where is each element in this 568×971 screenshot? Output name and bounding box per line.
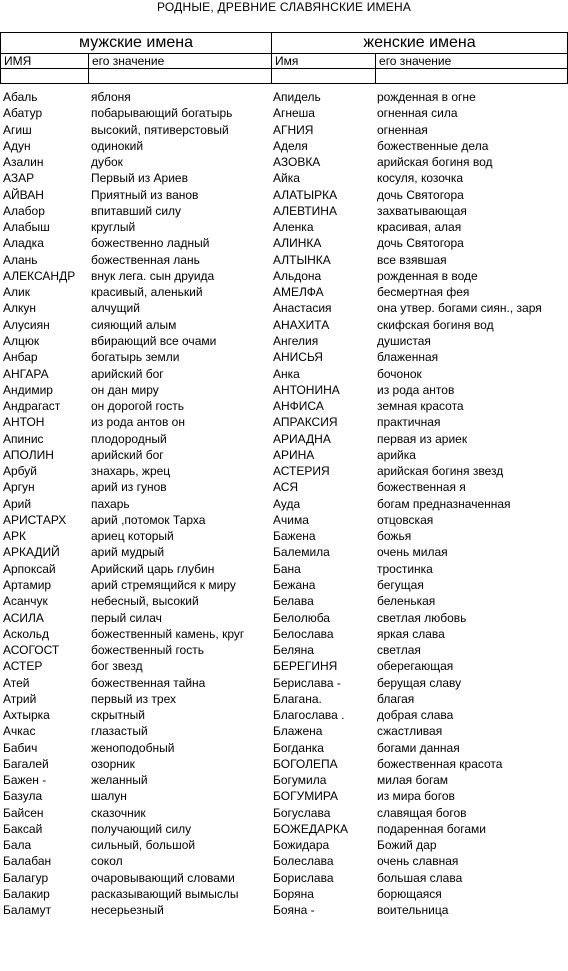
male-meaning: получающий силу	[91, 821, 192, 836]
female-meaning: берущая славу	[377, 675, 462, 690]
male-meaning: скрытный	[91, 708, 145, 723]
male-meaning: пахарь	[91, 496, 130, 511]
female-name: Бана	[273, 561, 301, 576]
female-name: БЕРЕГИНЯ	[273, 659, 338, 674]
male-name-column-header: ИМЯ	[1, 54, 89, 69]
male-name: Андимир	[3, 382, 53, 397]
female-meaning: бегущая	[377, 577, 424, 592]
male-meaning: плодородный	[91, 431, 167, 446]
male-meaning: сокол	[91, 854, 123, 869]
male-name: Балабан	[3, 854, 52, 869]
female-meaning: огненная сила	[377, 106, 458, 121]
name-row	[0, 528, 568, 544]
name-row	[0, 349, 568, 365]
female-meaning: скифская богиня вод	[377, 317, 494, 332]
name-row	[0, 593, 568, 609]
male-meaning: из рода антов он	[91, 415, 185, 430]
female-name: Богданка	[273, 740, 324, 755]
female-name: Болеслава	[273, 854, 334, 869]
male-meaning: божественная лань	[91, 252, 200, 267]
name-row	[0, 138, 568, 154]
female-name: Белолюба	[273, 610, 330, 625]
female-name: Апидель	[273, 90, 321, 104]
male-meaning: впитавший силу	[91, 203, 182, 218]
name-row	[0, 740, 568, 756]
female-name: АНИСЬЯ	[273, 350, 323, 365]
male-name: Артамир	[3, 577, 52, 592]
male-meaning: бог звезд	[91, 659, 143, 674]
name-row	[0, 626, 568, 642]
male-meaning: он дорогой гость	[91, 399, 185, 414]
female-name: АРИНА	[273, 447, 315, 462]
name-row	[0, 122, 568, 138]
male-name: АРКАДИЙ	[3, 545, 60, 560]
male-name: Багалей	[3, 756, 49, 771]
male-meaning-column-header: его значение	[89, 54, 272, 69]
male-meaning: красивый, аленький	[91, 285, 203, 300]
female-name: АНАХИТА	[273, 317, 330, 332]
male-meaning: шалун	[91, 789, 127, 804]
female-meaning: практичная	[377, 415, 441, 430]
name-row	[0, 756, 568, 772]
female-meaning: оберегающая	[377, 659, 454, 674]
male-meaning: небесный, высокий	[91, 594, 199, 609]
name-row	[0, 300, 568, 316]
male-name: Алкун	[3, 301, 37, 316]
male-name: Алабор	[3, 203, 45, 218]
female-name: Альдона	[273, 268, 322, 283]
female-name: Ачима	[273, 512, 309, 527]
male-names-heading: мужские имена	[1, 33, 272, 54]
names-header-table	[0, 32, 568, 84]
male-meaning: арий из гунов	[91, 480, 167, 495]
male-name: АСИЛА	[3, 610, 44, 625]
name-row	[0, 821, 568, 837]
female-name: Бояна -	[273, 903, 315, 918]
male-meaning: сильный, большой	[91, 838, 196, 853]
male-name: АРИСТАРХ	[3, 512, 67, 527]
name-row	[0, 219, 568, 235]
female-meaning: арийская богиня звезд	[377, 464, 504, 479]
female-meaning: божественные дела	[377, 138, 489, 153]
name-row	[0, 284, 568, 300]
male-meaning: женоподобный	[91, 740, 175, 755]
name-row	[0, 707, 568, 723]
name-row	[0, 398, 568, 414]
name-row	[0, 805, 568, 821]
female-name: АНФИСА	[273, 399, 324, 414]
female-name: Боряна	[273, 887, 314, 902]
name-row	[0, 837, 568, 853]
male-meaning: арий мудрый	[91, 545, 165, 560]
female-meaning: божественная красота	[377, 756, 503, 771]
female-name: Анка	[273, 366, 300, 381]
male-name: Ахтырка	[3, 708, 50, 723]
male-name: Аладка	[3, 236, 44, 251]
male-name: АЛЕКСАНДР	[3, 268, 76, 283]
male-name: Баксай	[3, 821, 43, 836]
female-name: Борислава	[273, 870, 334, 885]
male-name: Ачкас	[3, 724, 36, 739]
female-name: АЛТЫНКА	[273, 252, 331, 267]
female-name: АПРАКСИЯ	[273, 415, 338, 430]
male-meaning: арийский бог	[91, 447, 164, 462]
empty-cell	[272, 69, 376, 84]
male-name: Алабыш	[3, 220, 50, 235]
female-name: Агнеша	[273, 106, 315, 121]
name-row	[0, 723, 568, 739]
name-row	[0, 252, 568, 268]
female-name: Аделя	[273, 138, 308, 153]
female-name: Ауда	[273, 496, 301, 511]
male-meaning: божественная тайна	[91, 675, 206, 690]
female-meaning: бочонок	[377, 366, 422, 381]
male-meaning: Первый из Ариев	[91, 171, 188, 186]
male-name: Бажен -	[3, 773, 47, 788]
male-meaning: божественный гость	[91, 643, 204, 658]
female-meaning-column-header: его значение	[376, 54, 568, 69]
name-row	[0, 235, 568, 251]
female-meaning: богам предназначенная	[377, 496, 511, 511]
male-name: Алусиян	[3, 317, 50, 332]
female-meaning: сжастливая	[377, 724, 443, 739]
name-row	[0, 431, 568, 447]
female-meaning: арийская богиня вод	[377, 155, 493, 170]
male-meaning: одинокий	[91, 138, 144, 153]
female-name: АЗОВКА	[273, 155, 321, 170]
name-row	[0, 691, 568, 707]
name-row	[0, 463, 568, 479]
female-name: Бежана	[273, 577, 316, 592]
female-meaning: богами данная	[377, 740, 460, 755]
name-row	[0, 447, 568, 463]
female-meaning: дочь Святогора	[377, 187, 464, 202]
male-name: Асанчук	[3, 594, 48, 609]
female-meaning: славящая богов	[377, 805, 467, 820]
male-meaning: высокий, пятиверстовый	[91, 122, 229, 137]
female-name: АМЕЛФА	[273, 285, 324, 300]
male-meaning: арий ,потомок Тарха	[91, 512, 206, 527]
male-name: Апинис	[3, 431, 44, 446]
female-meaning: Божий дар	[377, 838, 437, 853]
female-name: Анастасия	[273, 301, 332, 316]
male-meaning: очаровывающий словами	[91, 870, 235, 885]
male-name: АСТЕР	[3, 659, 43, 674]
male-meaning: внук лега. сын друида	[91, 268, 215, 283]
female-meaning: захватывающая	[377, 203, 467, 218]
female-name: Блажена	[273, 724, 323, 739]
female-meaning: бесмертная фея	[377, 285, 470, 300]
male-name: Алцюк	[3, 333, 40, 348]
empty-cell	[376, 69, 568, 84]
male-name: Абатур	[3, 106, 43, 121]
male-name: Атрий	[3, 691, 37, 706]
female-name: АЛАТЫРКА	[273, 187, 338, 202]
male-meaning: он дан миру	[91, 382, 159, 397]
male-meaning: желанный	[91, 773, 148, 788]
male-meaning: круглый	[91, 220, 136, 235]
female-meaning: милая богам	[377, 773, 449, 788]
male-name: Азалин	[3, 155, 44, 170]
female-name: АЛИНКА	[273, 236, 322, 251]
name-row	[0, 479, 568, 495]
male-meaning: богатырь земли	[91, 350, 180, 365]
male-name: Арбуй	[3, 464, 37, 479]
female-name: АНТОНИНА	[273, 382, 340, 397]
male-name: АПОЛИН	[3, 447, 54, 462]
male-name: Анбар	[3, 350, 38, 365]
name-row	[0, 658, 568, 674]
name-row	[0, 544, 568, 560]
name-row	[0, 886, 568, 902]
name-row	[0, 788, 568, 804]
female-name: Айка	[273, 171, 300, 186]
female-name: Благослава .	[273, 708, 345, 723]
name-row	[0, 414, 568, 430]
female-meaning: из мира богов	[377, 789, 455, 804]
name-row	[0, 870, 568, 886]
male-name: Арий	[3, 496, 32, 511]
name-row	[0, 496, 568, 512]
page-title: РОДНЫЕ, ДРЕВНИЕ СЛАВЯНСКИЕ ИМЕНА	[156, 0, 412, 14]
female-name: Белослава	[273, 626, 334, 641]
female-name: АСЯ	[273, 480, 299, 495]
female-meaning: дочь Святогора	[377, 236, 464, 251]
female-meaning: красивая, алая	[377, 220, 462, 235]
female-meaning: рожденная в воде	[377, 268, 478, 283]
female-meaning: большая слава	[377, 870, 463, 885]
name-row	[0, 382, 568, 398]
female-meaning: светлая	[377, 643, 421, 658]
male-name: Алик	[3, 285, 30, 300]
male-name: АСОГОСТ	[3, 643, 60, 658]
name-row	[0, 333, 568, 349]
name-row	[0, 610, 568, 626]
male-meaning: дубок	[91, 155, 123, 170]
name-row	[0, 902, 568, 918]
female-name: Богумила	[273, 773, 327, 788]
male-name: Арпоксай	[3, 561, 56, 576]
male-meaning: ариец который	[91, 529, 174, 544]
male-name: Баламут	[3, 903, 52, 918]
name-row	[0, 561, 568, 577]
female-meaning: блаженная	[377, 350, 439, 365]
female-name: Ангелия	[273, 333, 319, 348]
male-meaning: Арийский царь глубин	[91, 561, 215, 576]
name-row	[0, 512, 568, 528]
male-meaning: божественный камень, круг	[91, 626, 245, 641]
male-name: Аргун	[3, 480, 35, 495]
female-meaning: рожденная в огне	[377, 90, 476, 104]
female-meaning: очень славная	[377, 854, 459, 869]
female-meaning: подаренная богами	[377, 821, 486, 836]
male-meaning: арийский бог	[91, 366, 164, 381]
name-row	[0, 853, 568, 869]
male-name: Аскольд	[3, 626, 50, 641]
male-meaning: глазастый	[91, 724, 148, 739]
female-meaning: светлая любовь	[377, 610, 467, 625]
female-name: БОГУМИРА	[273, 789, 339, 804]
female-meaning: божественная я	[377, 480, 466, 495]
female-name-column-header: Имя	[272, 54, 376, 69]
female-meaning: тростинка	[377, 561, 433, 576]
male-name: Абаль	[3, 90, 38, 104]
male-name: Адун	[3, 138, 31, 153]
female-name: АЛЕВТИНА	[273, 203, 337, 218]
female-meaning: очень милая	[377, 545, 448, 560]
female-name: АРИАДНА	[273, 431, 331, 446]
female-name: БОГОЛЕПА	[273, 756, 338, 771]
female-meaning: борющаяся	[377, 887, 442, 902]
female-name: АСТЕРИЯ	[273, 464, 330, 479]
name-row	[0, 268, 568, 284]
male-meaning: побарывающий богатырь	[91, 106, 233, 121]
male-meaning: божественно ладный	[91, 236, 210, 251]
male-name: АНТОН	[3, 415, 45, 430]
name-row	[0, 675, 568, 691]
female-name: Бажена	[273, 529, 316, 544]
name-row	[0, 89, 568, 105]
male-meaning: озорник	[91, 756, 135, 771]
male-name: Балакир	[3, 887, 50, 902]
male-name: Алань	[3, 252, 38, 267]
male-meaning: вбирающий все очами	[91, 333, 217, 348]
empty-cell	[1, 69, 89, 84]
name-row	[0, 170, 568, 186]
name-row	[0, 203, 568, 219]
female-name: Благана.	[273, 691, 322, 706]
name-row	[0, 154, 568, 170]
female-name: Балемила	[273, 545, 330, 560]
name-row	[0, 772, 568, 788]
female-name: Божидара	[273, 838, 330, 853]
female-meaning: она утвер. богами сиян., заря	[377, 301, 542, 316]
female-name: Богуслава	[273, 805, 331, 820]
male-name: АЗАР	[3, 171, 35, 186]
name-row	[0, 317, 568, 333]
male-name: Балагур	[3, 870, 49, 885]
empty-cell	[89, 69, 272, 84]
female-name: БОЖЕДАРКА	[273, 821, 349, 836]
male-meaning: несерьезный	[91, 903, 164, 918]
female-meaning: воительница	[377, 903, 449, 918]
name-row	[0, 105, 568, 121]
female-meaning: беленькая	[377, 594, 436, 609]
male-name: Агиш	[3, 122, 32, 137]
female-name: Аленка	[273, 220, 314, 235]
female-meaning: добрая слава	[377, 708, 454, 723]
male-meaning: арий стремящийся к миру	[91, 577, 236, 592]
male-name: Бала	[3, 838, 32, 853]
male-meaning: яблоня	[91, 90, 131, 104]
male-meaning: Приятный из ванов	[91, 187, 199, 202]
male-name: Базула	[3, 789, 43, 804]
male-name: АРК	[3, 529, 26, 544]
female-name: Белава	[273, 594, 314, 609]
male-name: АЙВАН	[3, 187, 44, 202]
female-meaning: арийка	[377, 447, 416, 462]
male-meaning: сказочник	[91, 805, 146, 820]
male-meaning: перый силач	[91, 610, 162, 625]
male-meaning: знахарь, жрец	[91, 464, 171, 479]
female-name: АГНИЯ	[273, 122, 314, 137]
female-name: Беляна	[273, 643, 314, 658]
name-row	[0, 577, 568, 593]
female-meaning: душистая	[377, 333, 431, 348]
female-meaning: все взявшая	[377, 252, 447, 267]
name-row	[0, 642, 568, 658]
male-name: Андрагаст	[3, 399, 61, 414]
female-meaning: первая из ариек	[377, 431, 468, 446]
male-name: АНГАРА	[3, 366, 49, 381]
male-name: Байсен	[3, 805, 44, 820]
male-meaning: алчущий	[91, 301, 140, 316]
name-row	[0, 366, 568, 382]
female-meaning: отцовская	[377, 512, 434, 527]
male-name: Атей	[3, 675, 30, 690]
female-names-heading: женские имена	[272, 33, 568, 54]
female-name: Берислава -	[273, 675, 341, 690]
female-meaning: яркая слава	[377, 626, 445, 641]
names-list	[0, 89, 568, 919]
name-row	[0, 187, 568, 203]
male-meaning: расказывающий вымыслы	[91, 887, 239, 902]
female-meaning: земная красота	[377, 399, 464, 414]
male-name: Бабич	[3, 740, 38, 755]
female-meaning: огненная	[377, 122, 428, 137]
female-meaning: из рода антов	[377, 382, 455, 397]
male-meaning: первый из трех	[91, 691, 177, 706]
female-meaning: косуля, козочка	[377, 171, 464, 186]
male-meaning: сияющий алым	[91, 317, 177, 332]
female-meaning: благая	[377, 691, 415, 706]
female-meaning: божья	[377, 529, 412, 544]
